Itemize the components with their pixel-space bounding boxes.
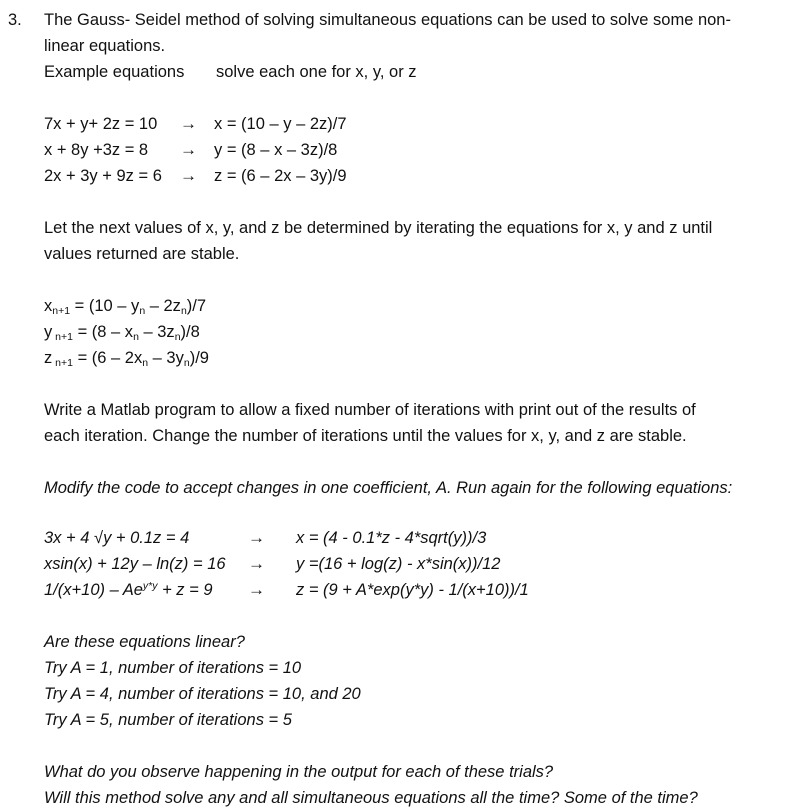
nonlinear-equation-2: xsin(x) + 12y – ln(z) = 16 xyxy=(44,555,226,573)
intro-line-2: linear equations. xyxy=(44,37,166,55)
nonlinear-solved-1: x = (4 - 0.1*z - 4*sqrt(y))/3 xyxy=(296,529,487,547)
problem-number: 3. xyxy=(8,11,22,29)
linear-equation-3: 2x + 3y + 9z = 6 xyxy=(44,167,162,185)
matlab-text-line-2: each iteration. Change the number of iterations until the values for x, y, and z are stable. xyxy=(44,427,687,445)
arrow-icon: → xyxy=(248,580,265,599)
solved-equation-3: z = (6 – 2x – 3y)/9 xyxy=(214,167,347,185)
example-label: Example equations xyxy=(44,63,185,81)
solved-equation-2: y = (8 – x – 3z)/8 xyxy=(214,141,338,159)
solved-equation-1: x = (10 – y – 2z)/7 xyxy=(214,115,347,133)
arrow-icon: → xyxy=(248,554,265,573)
trial-1: Try A = 1, number of iterations = 10 xyxy=(44,659,302,677)
iteration-equation-z: z n+1 = (6 – 2xn – 3yn)/9 xyxy=(44,349,209,369)
nonlinear-equation-3: $1/(x+10) - Ae^{y*y} + z = 9$ xyxy=(44,580,213,599)
question-linear: Are these equations linear? xyxy=(44,633,245,651)
iteration-equation-y: y n+1 = (8 – xn – 3zn)/8 xyxy=(44,323,200,343)
arrow-icon: → xyxy=(180,166,197,185)
iteration-equation-x: xn+1 = (10 – yn – 2zn)/7 xyxy=(44,297,207,317)
question-always: Will this method solve any and all simultaneous equations all the time? Some of the time? xyxy=(44,789,698,807)
nonlinear-solved-2: y =(16 + log(z) - x*sin(x))/12 xyxy=(296,555,501,573)
example-instruction: solve each one for x, y, or z xyxy=(216,63,417,81)
nonlinear-equation-1: 3x + 4 √y + 0.1z = 4 xyxy=(44,529,190,547)
modify-text: Modify the code to accept changes in one coefficient, A. Run again for the following equations: xyxy=(44,479,733,497)
question-observe: What do you observe happening in the output for each of these trials? xyxy=(44,763,554,781)
linear-equation-2: x + 8y +3z = 8 xyxy=(44,141,149,159)
trial-2: Try A = 4, number of iterations = 10, and 20 xyxy=(44,685,361,703)
arrow-icon: → xyxy=(180,140,197,159)
linear-equation-1: 7x + y+ 2z = 10 xyxy=(44,115,158,133)
arrow-icon: → xyxy=(180,114,197,133)
matlab-text-line-1: Write a Matlab program to allow a fixed number of iterations with print out of the results of xyxy=(44,401,696,419)
nonlinear-solved-3: z = (9 + A*exp(y*y) - 1/(x+10))/1 xyxy=(296,581,529,599)
iteration-text-line-1: Let the next values of x, y, and z be determined by iterating the equations for x, y and z until xyxy=(44,219,713,237)
intro-line-1: The Gauss- Seidel method of solving simultaneous equations can be used to solve some non- xyxy=(44,11,731,29)
iteration-text-line-2: values returned are stable. xyxy=(44,245,240,263)
trial-3: Try A = 5, number of iterations = 5 xyxy=(44,711,292,729)
arrow-icon: → xyxy=(248,528,265,547)
